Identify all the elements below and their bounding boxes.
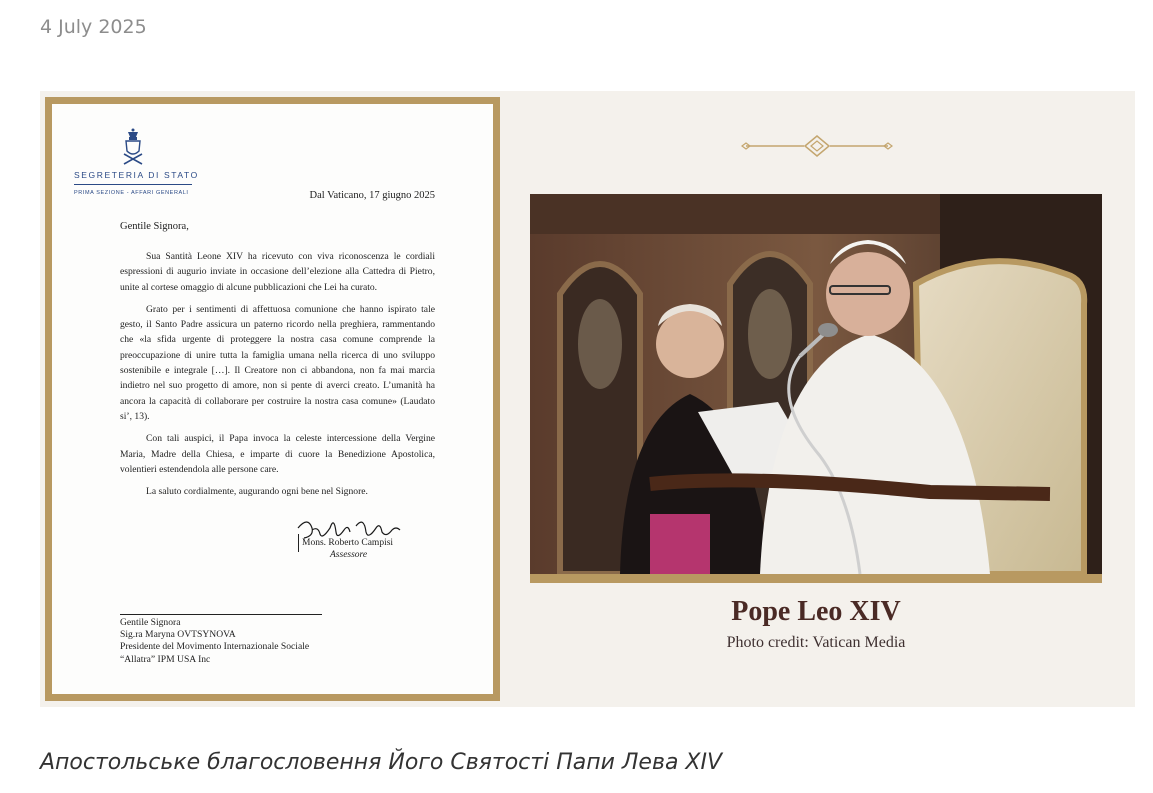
address-rule bbox=[120, 614, 322, 615]
letter-salutation: Gentile Signora, bbox=[120, 221, 189, 232]
letter-paragraph: Grato per i sentimenti di affettuosa comunione che hanno ispirato tale gesto, il Santo Padre assicura un paterno ricordo nella preghiera, rammentando che «la sfida urgente di proteggere la nostra casa comune comprende la preoccupazione di unire tutta la famiglia umana nella ricerca di uno sviluppo sostenibile e integrale […]. Il Creatore non ci abbandona, non fa mai marcia indietro nel suo progetto di amore, non si pente di averci creato. L’umanità ha ancora la capacità di collaborare per costruire la nostra casa comune» (Laudato si’, 13). bbox=[120, 303, 435, 422]
letter-body bbox=[120, 249, 435, 506]
pope-photo[interactable] bbox=[530, 194, 1102, 574]
diamond-ornament-icon bbox=[740, 134, 894, 158]
letter-paragraph: La saluto cordialmente, augurando ogni bene nel Signore. bbox=[146, 486, 368, 498]
pope-photo-illustration bbox=[530, 194, 1102, 574]
photo-credit: Photo credit: Vatican Media bbox=[726, 634, 906, 651]
address-line: Sig.ra Maryna OVTSYNOVA bbox=[120, 629, 236, 641]
vatican-letter bbox=[52, 104, 493, 694]
signatory-name: Mons. Roberto Campisi bbox=[302, 538, 394, 548]
papal-crest-icon bbox=[118, 128, 148, 168]
address-line: Presidente del Movimento Internazionale Sociale bbox=[120, 641, 310, 653]
letterhead-name: SEGRETERIA DI STATO bbox=[74, 170, 199, 180]
address-line: “Allatra” IPM USA Inc bbox=[120, 653, 211, 665]
post-date: 4 July 2025 bbox=[40, 16, 147, 38]
letter-paragraph: Con tali auspici, il Papa invoca la celeste intercessione della Vergine Maria, Madre della Chiesa, e imparte di cuore la Benedizione Apostolica, volentieri estendendola alle persone care. bbox=[120, 433, 435, 475]
letterhead-subtitle: PRIMA SEZIONE - AFFARI GENERALI bbox=[74, 190, 189, 196]
signatory-role: Assessore bbox=[330, 550, 368, 560]
letter-place-date: Dal Vaticano, 17 giugno 2025 bbox=[309, 190, 435, 201]
letter-paragraph: Sua Santità Leone XIV ha ricevuto con viva riconoscenza le cordiali espressioni di augurio inviate in occasione dell’elezione alla Cattedra di Pietro, unite al cortese omaggio di alcune pubblicazioni che Lei ha curato. bbox=[120, 251, 435, 293]
recipient-address bbox=[120, 617, 309, 666]
address-line: Gentile Signora bbox=[120, 617, 181, 628]
post-caption: Апостольське благословення Його Святості Папи Лева XIV bbox=[40, 750, 723, 775]
signature-bar bbox=[298, 534, 299, 552]
letterhead-rule bbox=[74, 184, 192, 185]
photo-title: Pope Leo XIV bbox=[731, 596, 901, 627]
